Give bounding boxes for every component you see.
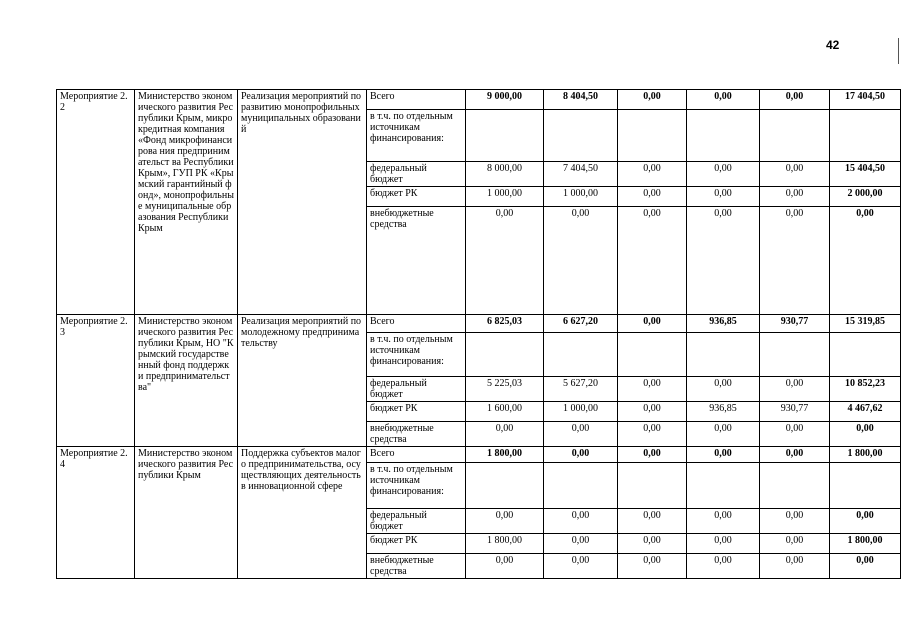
value-cell: 1 800,00 — [466, 534, 544, 554]
value-cell: 0,00 — [687, 207, 760, 315]
total-cell: 0,00 — [830, 422, 901, 447]
value-cell — [687, 463, 760, 509]
scan-edge-mark — [898, 38, 899, 64]
total-cell — [830, 463, 901, 509]
value-cell: 5 627,20 — [544, 377, 618, 402]
value-cell: 0,00 — [466, 509, 544, 534]
value-cell: 0,00 — [760, 554, 830, 579]
funding-source-cell: в т.ч. по отдельным источникам финансирования: — [367, 333, 466, 377]
value-cell — [466, 333, 544, 377]
value-cell: 0,00 — [760, 422, 830, 447]
value-cell — [760, 333, 830, 377]
total-cell — [830, 333, 901, 377]
funding-source-cell: внебюджетные средства — [367, 554, 466, 579]
value-cell: 1 000,00 — [544, 187, 618, 207]
value-cell — [760, 110, 830, 162]
total-cell: 15 404,50 — [830, 162, 901, 187]
value-cell: 0,00 — [544, 534, 618, 554]
value-cell — [618, 110, 687, 162]
funding-source-cell: Всего — [367, 315, 466, 333]
value-cell: 0,00 — [618, 554, 687, 579]
value-cell: 930,77 — [760, 315, 830, 333]
event-name-cell: Поддержка субъектов малого предпринимательства, осуществляющих деятельность в инновационной сфере — [238, 447, 367, 579]
value-cell: 1 800,00 — [466, 447, 544, 463]
value-cell — [544, 463, 618, 509]
total-cell: 2 000,00 — [830, 187, 901, 207]
value-cell: 0,00 — [618, 422, 687, 447]
event-name-cell: Реализация мероприятий по развитию монопрофильных муниципальных образований — [238, 90, 367, 315]
value-cell — [760, 463, 830, 509]
value-cell: 8 404,50 — [544, 90, 618, 110]
funding-source-cell: бюджет РК — [367, 187, 466, 207]
value-cell: 0,00 — [544, 554, 618, 579]
value-cell: 936,85 — [687, 315, 760, 333]
value-cell: 0,00 — [760, 162, 830, 187]
value-cell: 7 404,50 — [544, 162, 618, 187]
value-cell: 0,00 — [687, 422, 760, 447]
event-name-cell: Реализация мероприятий по молодежному предпринимательству — [238, 315, 367, 447]
value-cell: 0,00 — [618, 447, 687, 463]
value-cell: 930,77 — [760, 402, 830, 422]
funding-source-cell: бюджет РК — [367, 534, 466, 554]
value-cell — [618, 333, 687, 377]
value-cell: 5 225,03 — [466, 377, 544, 402]
value-cell: 0,00 — [618, 315, 687, 333]
value-cell: 0,00 — [544, 509, 618, 534]
value-cell: 0,00 — [760, 187, 830, 207]
funding-source-cell: федеральный бюджет — [367, 509, 466, 534]
value-cell — [544, 333, 618, 377]
value-cell: 0,00 — [618, 162, 687, 187]
value-cell: 6 627,20 — [544, 315, 618, 333]
total-cell: 17 404,50 — [830, 90, 901, 110]
executor-cell: Министерство экономического развития Республики Крым — [135, 447, 238, 579]
value-cell: 0,00 — [466, 422, 544, 447]
value-cell: 0,00 — [687, 377, 760, 402]
value-cell: 0,00 — [466, 554, 544, 579]
value-cell: 0,00 — [618, 207, 687, 315]
funding-source-cell: в т.ч. по отдельным источникам финансирования: — [367, 463, 466, 509]
value-cell: 1 600,00 — [466, 402, 544, 422]
value-cell: 0,00 — [760, 447, 830, 463]
value-cell: 0,00 — [466, 207, 544, 315]
value-cell: 0,00 — [618, 90, 687, 110]
funding-source-cell: внебюджетные средства — [367, 422, 466, 447]
value-cell: 0,00 — [687, 534, 760, 554]
value-cell: 0,00 — [544, 447, 618, 463]
value-cell: 936,85 — [687, 402, 760, 422]
funding-source-cell: Всего — [367, 90, 466, 110]
value-cell: 0,00 — [687, 554, 760, 579]
funding-source-cell: федеральный бюджет — [367, 162, 466, 187]
value-cell: 0,00 — [687, 447, 760, 463]
value-cell: 0,00 — [618, 402, 687, 422]
total-cell: 1 800,00 — [830, 447, 901, 463]
total-cell: 0,00 — [830, 554, 901, 579]
value-cell: 0,00 — [760, 534, 830, 554]
financing-table — [56, 89, 901, 579]
executor-cell: Министерство экономического развития Республики Крым, микрокредитная компания «Фонд микрофинансирова ния предпринимательст ва Республики Крым», ГУП РК «Крымский гарантийный фонд», монопрофильные муниципальные образования Республики Крым — [135, 90, 238, 315]
executor-cell: Министерство экономического развития Республики Крым, НО "Крымский государственный фонд поддержки предпринимательст ва" — [135, 315, 238, 447]
value-cell: 0,00 — [760, 207, 830, 315]
funding-source-cell: бюджет РК — [367, 402, 466, 422]
value-cell: 1 000,00 — [466, 187, 544, 207]
funding-source-cell: в т.ч. по отдельным источникам финансирования: — [367, 110, 466, 162]
event-id-cell: Мероприятие 2.4 — [57, 447, 135, 579]
value-cell: 0,00 — [544, 207, 618, 315]
event-id-cell: Мероприятие 2.3 — [57, 315, 135, 447]
funding-source-cell: Всего — [367, 447, 466, 463]
value-cell — [466, 463, 544, 509]
value-cell: 0,00 — [687, 162, 760, 187]
total-cell: 1 800,00 — [830, 534, 901, 554]
total-cell: 15 319,85 — [830, 315, 901, 333]
value-cell — [466, 110, 544, 162]
value-cell: 0,00 — [760, 377, 830, 402]
value-cell: 0,00 — [618, 534, 687, 554]
value-cell: 9 000,00 — [466, 90, 544, 110]
total-cell: 10 852,23 — [830, 377, 901, 402]
value-cell: 0,00 — [687, 187, 760, 207]
value-cell — [687, 110, 760, 162]
value-cell: 0,00 — [618, 187, 687, 207]
value-cell: 0,00 — [687, 90, 760, 110]
total-cell: 0,00 — [830, 509, 901, 534]
value-cell: 8 000,00 — [466, 162, 544, 187]
value-cell: 0,00 — [618, 509, 687, 534]
value-cell — [618, 463, 687, 509]
value-cell — [687, 333, 760, 377]
value-cell: 0,00 — [618, 377, 687, 402]
value-cell: 0,00 — [760, 509, 830, 534]
page-number: 42 — [826, 38, 840, 52]
table-row — [57, 315, 901, 333]
funding-source-cell: внебюджетные средства — [367, 207, 466, 315]
value-cell: 0,00 — [760, 90, 830, 110]
value-cell: 0,00 — [544, 422, 618, 447]
value-cell: 6 825,03 — [466, 315, 544, 333]
total-cell — [830, 110, 901, 162]
event-id-cell: Мероприятие 2.2 — [57, 90, 135, 315]
table-body — [57, 90, 901, 579]
funding-source-cell: федеральный бюджет — [367, 377, 466, 402]
table-row — [57, 447, 901, 463]
table-row — [57, 90, 901, 110]
value-cell — [544, 110, 618, 162]
total-cell: 4 467,62 — [830, 402, 901, 422]
value-cell: 0,00 — [687, 509, 760, 534]
total-cell: 0,00 — [830, 207, 901, 315]
value-cell: 1 000,00 — [544, 402, 618, 422]
